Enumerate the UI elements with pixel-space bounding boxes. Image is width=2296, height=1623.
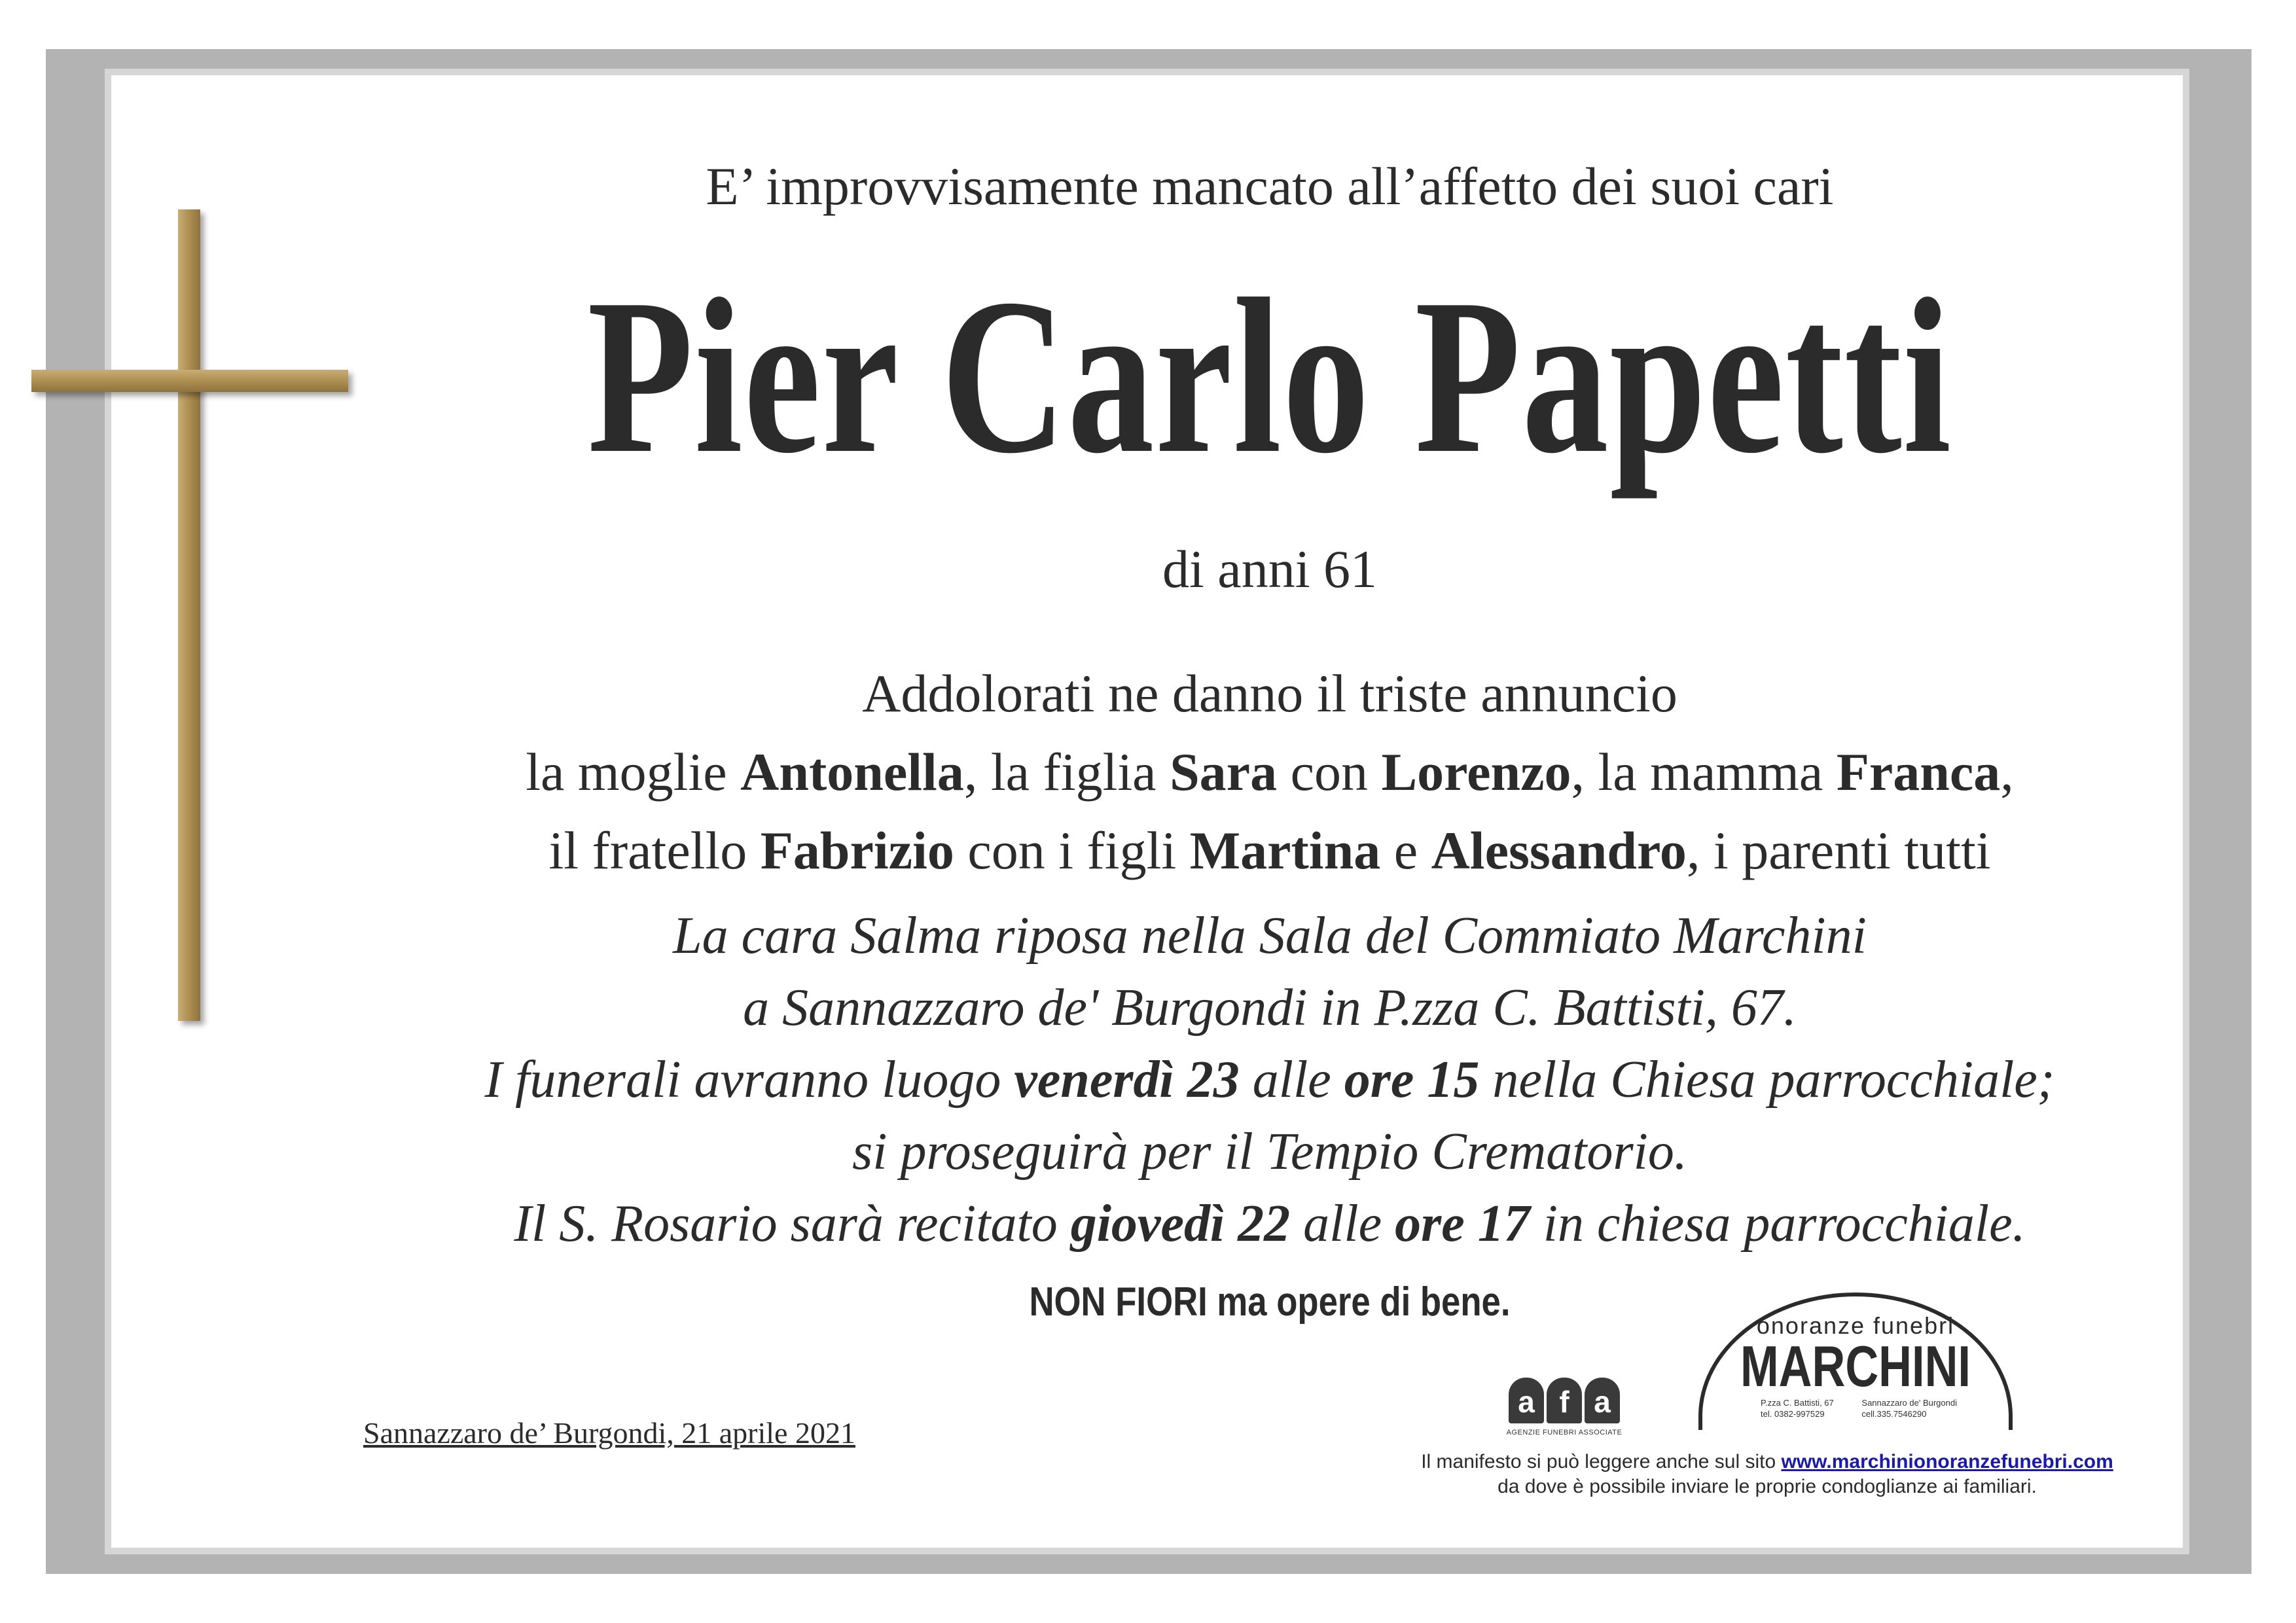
cross-icon-bar xyxy=(31,370,348,392)
text-run: e xyxy=(1380,821,1431,880)
intro-text: E’ improvvisamente mancato all’affetto dei suoi cari xyxy=(706,156,1834,216)
logo-addr-line: tel. 0382-997529 xyxy=(1761,1409,1825,1419)
logo-addr-line: cell.335.7546290 xyxy=(1861,1409,1927,1419)
text-run: , la figlia xyxy=(963,742,1170,802)
logo-address xyxy=(1761,1397,1957,1419)
funeral-line-3 xyxy=(367,1188,2173,1260)
text-run: alle xyxy=(1290,1195,1395,1253)
afa-letter: a xyxy=(1509,1378,1544,1423)
bold-run: Lorenzo xyxy=(1381,742,1571,802)
marchini-logo xyxy=(1698,1293,2013,1430)
deceased-name: Pier Carlo Papetti xyxy=(587,253,1952,499)
cross-icon xyxy=(178,209,200,1021)
funeral-text xyxy=(367,1044,2173,1260)
bold-run: Fabrizio xyxy=(760,821,954,880)
website-note xyxy=(1361,1450,2173,1499)
logo-brand: MARCHINI xyxy=(1740,1334,1971,1399)
afa-letter: f xyxy=(1547,1378,1582,1423)
text-run: , la mamma xyxy=(1571,742,1837,802)
announce-line-1: Addolorati ne danno il triste annuncio xyxy=(862,664,1677,723)
funeral-line-2: si proseguirà per il Tempio Crematorio. xyxy=(852,1123,1687,1181)
bold-run: ore 15 xyxy=(1344,1051,1480,1109)
salma-text xyxy=(367,900,2173,1044)
salma-line-2: a Sannazzaro de' Burgondi in P.zza C. Battisti, 67. xyxy=(743,979,1797,1037)
bold-run: Martina xyxy=(1189,821,1381,880)
bold-run: giovedì 22 xyxy=(1070,1195,1291,1253)
text-run: Il S. Rosario sarà recitato xyxy=(514,1195,1071,1253)
announcement xyxy=(367,654,2173,890)
web-note-prefix: Il manifesto si può leggere anche sul sito xyxy=(1421,1451,1782,1472)
text-run: con xyxy=(1277,742,1382,802)
announce-line-2 xyxy=(367,733,2173,812)
bold-run: Alessandro xyxy=(1431,821,1687,880)
place-date: Sannazzaro de’ Burgondi, 21 aprile 2021 xyxy=(363,1416,855,1450)
text-run: alle xyxy=(1239,1051,1344,1109)
non-fiori-note: NON FIORI ma opere di bene. xyxy=(1029,1279,1511,1325)
text-run: nella Chiesa parrocchiale; xyxy=(1479,1051,2055,1109)
logo-addr-line: Sannazzaro de' Burgondi xyxy=(1861,1398,1957,1408)
text-run: I funerali avranno luogo xyxy=(484,1051,1014,1109)
announce-line-3 xyxy=(367,812,2173,890)
afa-logo xyxy=(1505,1378,1623,1450)
logo-addr-line: P.zza C. Battisti, 67 xyxy=(1761,1398,1834,1408)
text-run: in chiesa parrocchiale. xyxy=(1530,1195,2026,1253)
text-run: con i figli xyxy=(954,821,1190,880)
bold-run: Franca xyxy=(1836,742,2001,802)
text-run: , i parenti tutti xyxy=(1686,821,1991,880)
age-text: di anni 61 xyxy=(1162,539,1377,599)
text-run: la moglie xyxy=(526,742,741,802)
website-link[interactable]: www.marchinionoranzefunebri.com xyxy=(1781,1451,2113,1472)
afa-caption: AGENZIE FUNEBRI ASSOCIATE xyxy=(1506,1429,1623,1436)
logo-onoranze: onoranze funebri xyxy=(1756,1312,1955,1339)
text-run: , xyxy=(2000,742,2014,802)
bold-run: Antonella xyxy=(740,742,964,802)
bold-run: venerdì 23 xyxy=(1014,1051,1240,1109)
funeral-line-1 xyxy=(367,1044,2173,1116)
bold-run: Sara xyxy=(1170,742,1278,802)
salma-line-1: La cara Salma riposa nella Sala del Commiato Marchini xyxy=(673,907,1867,965)
web-note-line-2: da dove è possibile inviare le proprie condoglianze ai familiari. xyxy=(1498,1476,2037,1497)
afa-letter: a xyxy=(1585,1378,1620,1423)
text-run: il fratello xyxy=(548,821,761,880)
bold-run: ore 17 xyxy=(1395,1195,1530,1253)
